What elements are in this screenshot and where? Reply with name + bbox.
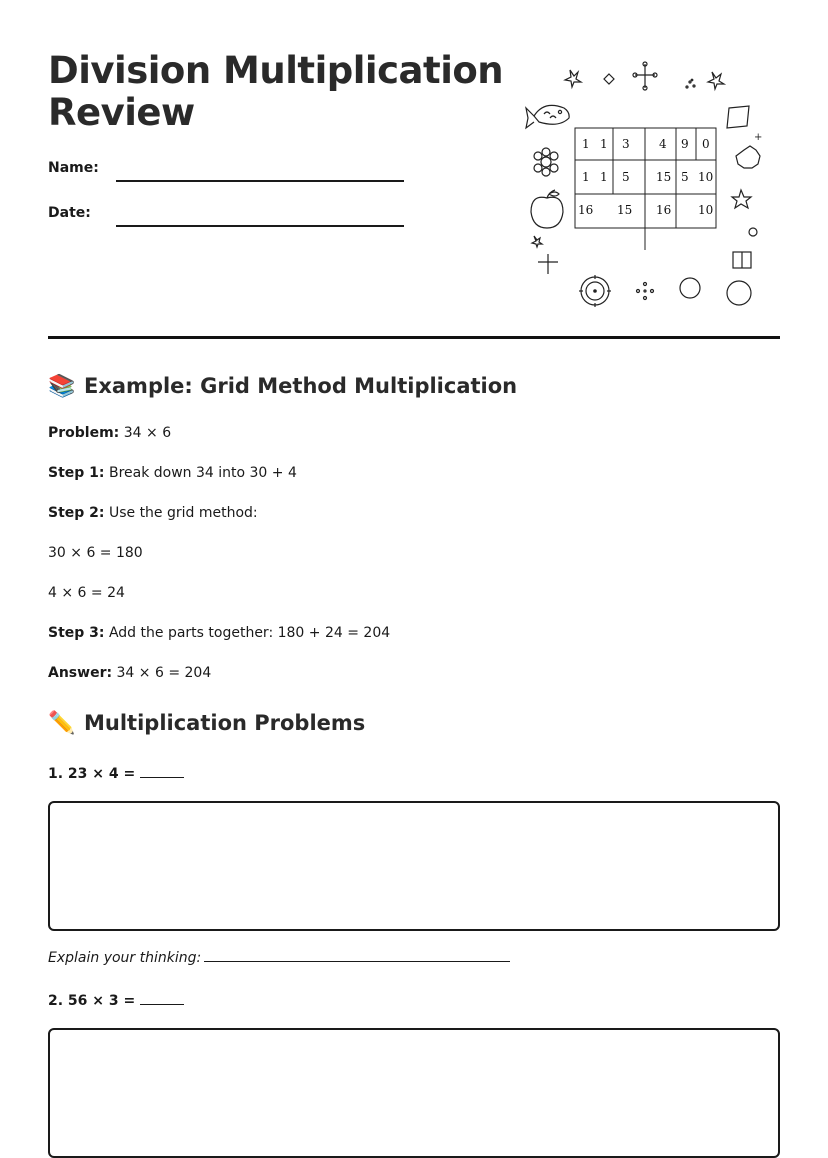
question-1	[48, 765, 184, 782]
problem-line	[48, 425, 171, 441]
header-divider	[48, 336, 780, 339]
square-icon	[727, 106, 749, 128]
question-1-label: 1. 23 × 4 =	[48, 766, 141, 782]
sparkle-icon	[532, 236, 542, 247]
grid-cell: 3	[622, 137, 630, 151]
grid-cell: 1	[582, 170, 590, 184]
gear-icon	[736, 146, 760, 168]
grid-cell: 9	[681, 137, 689, 151]
explain-label: Explain your thinking:	[48, 950, 202, 966]
step1-line	[48, 465, 297, 481]
answer-text: 34 × 6 = 204	[112, 665, 212, 681]
grid-cell: 15	[617, 203, 633, 217]
problems-heading	[48, 711, 365, 736]
answer-label: Answer:	[48, 665, 113, 681]
grid-cell: 1	[600, 137, 608, 151]
flower-icon	[534, 148, 558, 176]
question-2-label: 2. 56 × 3 =	[48, 993, 141, 1009]
step1-label: Step 1:	[48, 465, 105, 481]
small-circle-icon	[749, 228, 757, 236]
dots-icon	[686, 79, 695, 88]
svg-text:+: +	[754, 132, 763, 143]
title-line-1: Division Multiplication	[48, 49, 504, 92]
clock-icon	[579, 275, 611, 307]
window-icon	[733, 252, 751, 268]
step3-label: Step 3:	[48, 625, 105, 641]
star-icon	[732, 190, 751, 208]
grid-cell: 5	[681, 170, 689, 184]
answer-line	[48, 665, 211, 681]
circle-icon	[680, 278, 700, 298]
grid-cell: 15	[656, 170, 672, 184]
grid-cell: 1	[582, 137, 590, 151]
grid-cell: 10	[698, 203, 714, 217]
page-title	[48, 50, 508, 134]
example-heading-text: Example: Grid Method Multiplication	[84, 374, 518, 398]
work-box-1[interactable]	[48, 801, 780, 931]
step1-text: Break down 34 into 30 + 4	[104, 465, 297, 481]
step3-line	[48, 625, 390, 641]
calc-line-b: 4 × 6 = 24	[48, 585, 125, 601]
circle-icon	[727, 281, 751, 305]
work-box-2[interactable]	[48, 1028, 780, 1158]
explain-blank[interactable]	[204, 949, 510, 962]
problem-label: Problem:	[48, 425, 120, 441]
step2-label: Step 2:	[48, 505, 105, 521]
doodle-illustration	[522, 58, 784, 314]
pencil-icon: ✏️	[48, 711, 76, 736]
name-field[interactable]	[116, 180, 404, 182]
multiplication-grid	[575, 128, 716, 250]
calc-line-a: 30 × 6 = 180	[48, 545, 143, 561]
answer-blank[interactable]	[140, 992, 184, 1005]
cross-icon	[538, 254, 558, 274]
flower-cross-icon	[633, 62, 657, 90]
problems-heading-text: Multiplication Problems	[84, 711, 366, 735]
step3-text: Add the parts together: 180 + 24 = 204	[104, 625, 391, 641]
grid-cell: 16	[656, 203, 672, 217]
sparkle-icon	[708, 72, 724, 89]
step2-text: Use the grid method:	[104, 505, 258, 521]
apple-icon	[531, 190, 563, 228]
grid-cell: 4	[659, 137, 667, 151]
answer-blank[interactable]	[140, 765, 184, 778]
grid-cell: 10	[698, 170, 714, 184]
problem-text: 34 × 6	[119, 425, 172, 441]
grid-cell: 1	[600, 170, 608, 184]
step2-line	[48, 505, 258, 521]
question-2	[48, 992, 184, 1009]
example-heading	[48, 374, 517, 399]
sparkle-icon	[565, 70, 581, 87]
date-label: Date:	[48, 205, 91, 221]
date-field[interactable]	[116, 225, 404, 227]
books-icon: 📚	[48, 374, 76, 399]
diamond-icon	[604, 74, 614, 84]
grid-cell: 16	[578, 203, 594, 217]
title-line-2: Review	[48, 91, 195, 134]
dots-cross-icon	[637, 283, 654, 300]
grid-cell: 5	[622, 170, 630, 184]
fish-icon	[526, 105, 569, 128]
name-label: Name:	[48, 160, 99, 176]
grid-cell: 0	[702, 137, 710, 151]
explain-line-1	[48, 949, 510, 966]
